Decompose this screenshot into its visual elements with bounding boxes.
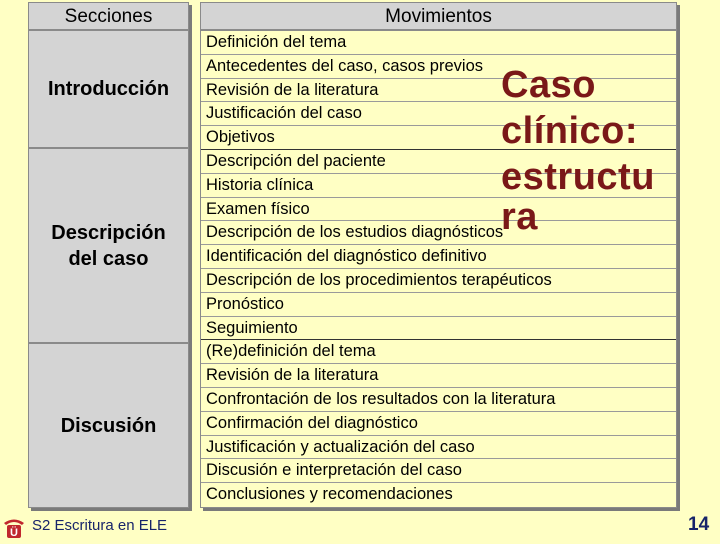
movement-item: Confirmación del diagnóstico — [201, 412, 676, 436]
movement-item: Revisión de la literatura — [201, 79, 676, 103]
movement-item: Discusión e interpretación del caso — [201, 459, 676, 483]
section-descripcion-label-line2: del caso — [68, 247, 149, 270]
page-number: 14 — [688, 514, 710, 535]
movement-item: Identificación del diagnóstico definitivo — [201, 245, 676, 269]
header-sections: Secciones — [28, 2, 189, 30]
movement-item: Revisión de la literatura — [201, 364, 676, 388]
slide-title-line1: Caso — [501, 64, 596, 106]
slide-title-line4: ra — [501, 196, 538, 238]
svg-text:Ü: Ü — [10, 527, 18, 539]
movement-item: Definición del tema — [201, 31, 676, 55]
movement-item: Descripción de los procedimientos terapéuticos — [201, 269, 676, 293]
section-discusion-label: Discusión — [60, 414, 157, 437]
movement-item: Justificación y actualización del caso — [201, 436, 676, 460]
movement-item: Confrontación de los resultados con la literatura — [201, 388, 676, 412]
movement-item: Conclusiones y recomendaciones — [206, 485, 453, 504]
slide-title-overlay — [501, 62, 655, 240]
movement-item: Antecedentes del caso, casos previos — [201, 55, 676, 79]
movement-item: Descripción de los estudios diagnósticos — [201, 221, 676, 245]
section-introduccion — [28, 30, 189, 148]
university-logo-icon — [2, 515, 26, 539]
header-movements: Movimientos — [200, 2, 677, 30]
movement-item: Descripción del paciente — [201, 150, 676, 174]
section-introduccion-label: Introducción — [47, 78, 170, 100]
movement-item: Seguimiento — [201, 317, 676, 341]
movement-item: Pronóstico — [201, 293, 676, 317]
movement-item: Historia clínica — [201, 174, 676, 198]
section-descripcion-del-caso — [28, 148, 189, 343]
slide-title-line2: clínico: — [501, 110, 639, 152]
footer-course-label: S2 Escritura en ELE — [32, 517, 168, 534]
section-descripcion-label-line1: Descripción — [51, 221, 166, 244]
movement-item: Examen físico — [201, 198, 676, 222]
movement-item: (Re)definición del tema — [201, 340, 676, 364]
movement-item: Justificación del caso — [201, 102, 676, 126]
slide-title-line3: estructu — [501, 156, 655, 198]
section-discusion — [28, 343, 189, 508]
movement-item: Objetivos — [201, 126, 676, 150]
